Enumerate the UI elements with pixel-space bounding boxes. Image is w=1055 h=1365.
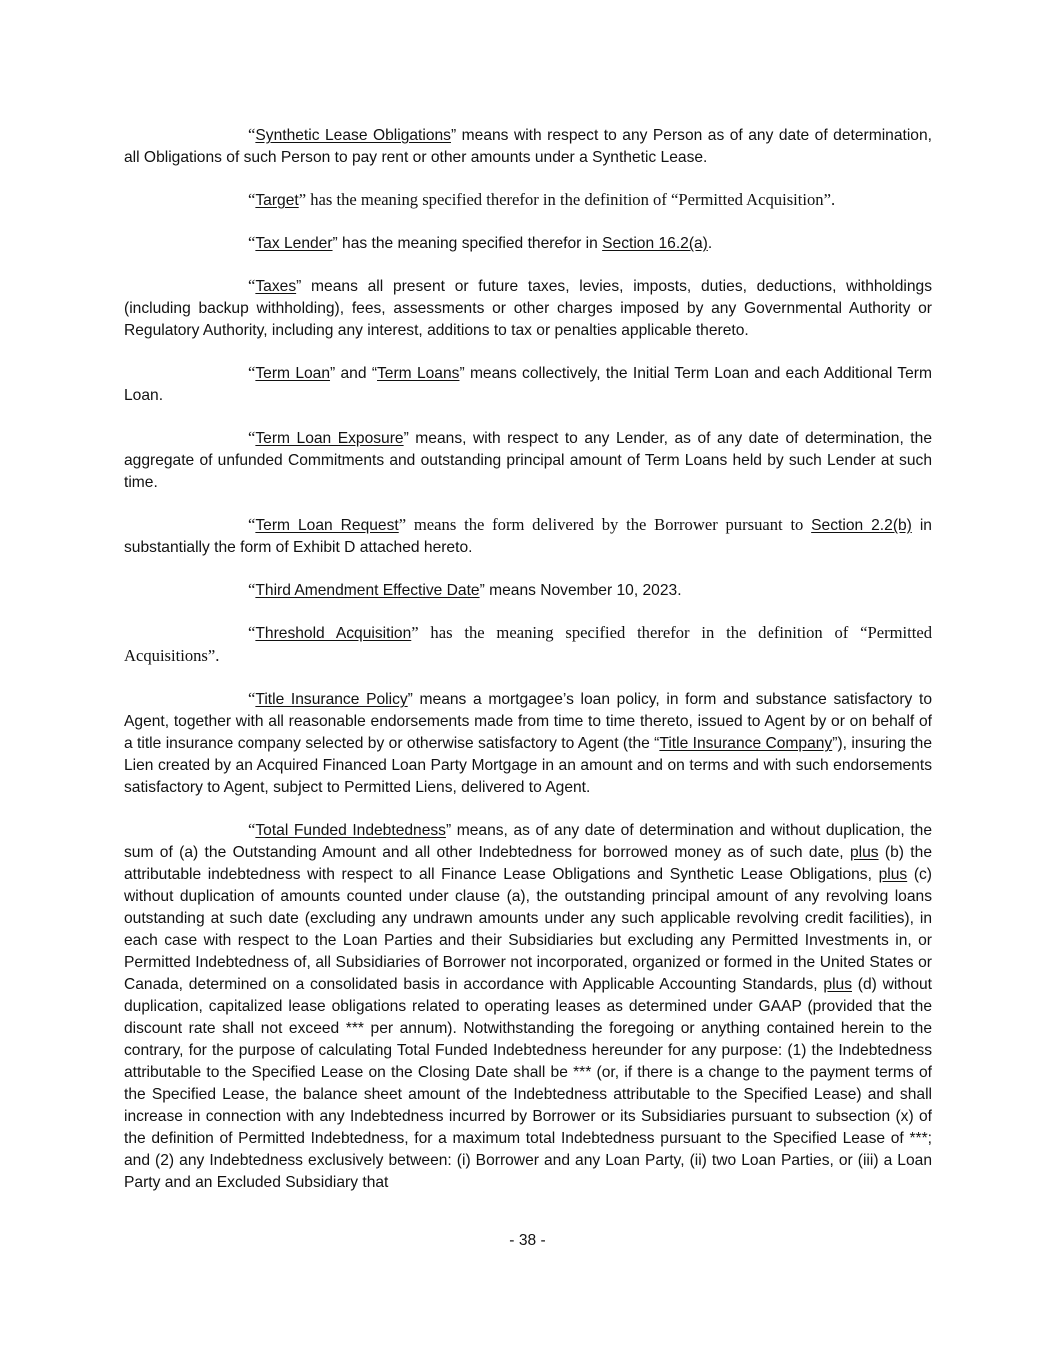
- defined-term: Term Loan Request: [255, 517, 399, 534]
- plus-keyword: plus: [878, 866, 908, 883]
- definition-threshold-acquisition: “Threshold Acquisition” has the meaning specified therefor in the definition of “Permitted Acquisitions”.: [124, 623, 932, 665]
- defined-term: Tax Lender: [255, 235, 333, 252]
- defined-term: Synthetic Lease Obligations: [255, 127, 451, 144]
- definition-third-amendment-effective-date: “Third Amendment Effective Date” means November 10, 2023.: [248, 580, 682, 599]
- document-page: [124, 124, 932, 1214]
- defined-term: Term Loan: [255, 365, 331, 382]
- definition-term-loan-request: “Term Loan Request” means the form delivered by the Borrower pursuant to Section 2.2(b) in substantially the form of Exhibit D attached hereto.: [124, 515, 932, 556]
- plus-keyword: plus: [823, 976, 852, 993]
- defined-term: Term Loans: [377, 365, 460, 382]
- defined-term: Third Amendment Effective Date: [255, 582, 480, 599]
- definition-term-loan: “Term Loan” and “Term Loans” means collectively, the Initial Term Loan and each Additional Term Loan.: [124, 363, 932, 404]
- definition-synthetic-lease-obligations: “Synthetic Lease Obligations” means with respect to any Person as of any date of determination, all Obligations of such Person to pay rent or other amounts under a Synthetic Lease.: [124, 125, 932, 166]
- defined-term: Title Insurance Company: [659, 735, 833, 752]
- definition-tax-lender: “Tax Lender” has the meaning specified therefor in Section 16.2(a).: [248, 233, 713, 252]
- defined-term: Threshold Acquisition: [255, 625, 412, 642]
- plus-keyword: plus: [849, 844, 879, 861]
- defined-term: Taxes: [255, 278, 297, 295]
- defined-term: Target: [255, 192, 299, 209]
- defined-term: Title Insurance Policy: [255, 691, 408, 708]
- section-reference: Section 16.2(a): [602, 235, 708, 252]
- definition-title-insurance-policy: “Title Insurance Policy” means a mortgagee’s loan policy, in form and substance satisfactory to Agent, together with all reasonable endorsements made from time to time thereto, issued to Agent by or on behalf of a title insurance company selected by or otherwise satisfactory to Agent (the “Title Insurance Company”), insuring the Lien created by an Acquired Financed Loan Party Mortgage in an amount and on terms and with such endorsements satisfactory to Agent, subject to Permitted Liens, delivered to Agent.: [124, 689, 933, 796]
- definition-term-loan-exposure: “Term Loan Exposure” means, with respect to any Lender, as of any date of determination, the aggregate of unfunded Commitments and outstanding principal amount of Term Loans held by such Lender at such time.: [124, 428, 932, 491]
- definition-target: “Target” has the meaning specified therefor in the definition of “Permitted Acquisition”.: [248, 190, 836, 209]
- definition-total-funded-indebtedness: “Total Funded Indebtedness” means, as of any date of determination and without duplication, the sum of (a) the Outstanding Amount and all other Indebtedness for borrowed money as of such date, plus (b) the attributable indebtedness with respect to all Finance Lease Obligations and Synthetic Lease Obligations, plus (c) without duplication of amounts counted under clause (a), the outstanding principal amount of any revolving loans outstanding at such date (excluding any undrawn amounts under any such applicable revolving credit facilities), in each case with respect to the Loan Parties and their Subsidiaries but excluding any Permitted Investments in, or Permitted Indebtedness of, all Subsidiaries of Borrower not incorporated, organized or formed in the United States or Canada, determined on a consolidated basis in accordance with Applicable Accounting Standards, plus (d) without duplication, capitalized lease obligations related to operating leases as determined under GAAP (provided that the discount rate shall not exceed *** per annum). Notwithstanding the foregoing or anything contained herein to the contrary, for the purpose of calculating Total Funded Indebtedness hereunder for any purpose: (1) the Indebtedness attributable to the Specified Lease on the Closing Date shall be *** (or, if there is a change to the payment terms of the Specified Lease, the balance sheet amount of the Indebtedness attributable to the Specified Lease) and shall increase in connection with any Indebtedness incurred by Borrower or its Subsidiaries pursuant to subsection (x) of the definition of Permitted Indebtedness, for a maximum total Indebtedness pursuant to the Specified Lease of ***; and (2) any Indebtedness exclusively between: (i) Borrower and any Loan Party, (ii) two Loan Parties, or (iii) a Loan Party and an Excluded Subsidiary that: [124, 820, 933, 1191]
- section-reference: Section 2.2(b): [811, 517, 912, 534]
- defined-term: Total Funded Indebtedness: [255, 822, 446, 839]
- definition-taxes: “Taxes” means all present or future taxes, levies, imposts, duties, deductions, withholdings (including backup withholding), fees, assessments or other charges imposed by any Governmental Authority or Regulatory Authority, including any interest, additions to tax or penalties applicable thereto.: [124, 276, 932, 339]
- defined-term: Term Loan Exposure: [255, 430, 404, 447]
- page-number: - 38 -: [509, 1232, 546, 1249]
